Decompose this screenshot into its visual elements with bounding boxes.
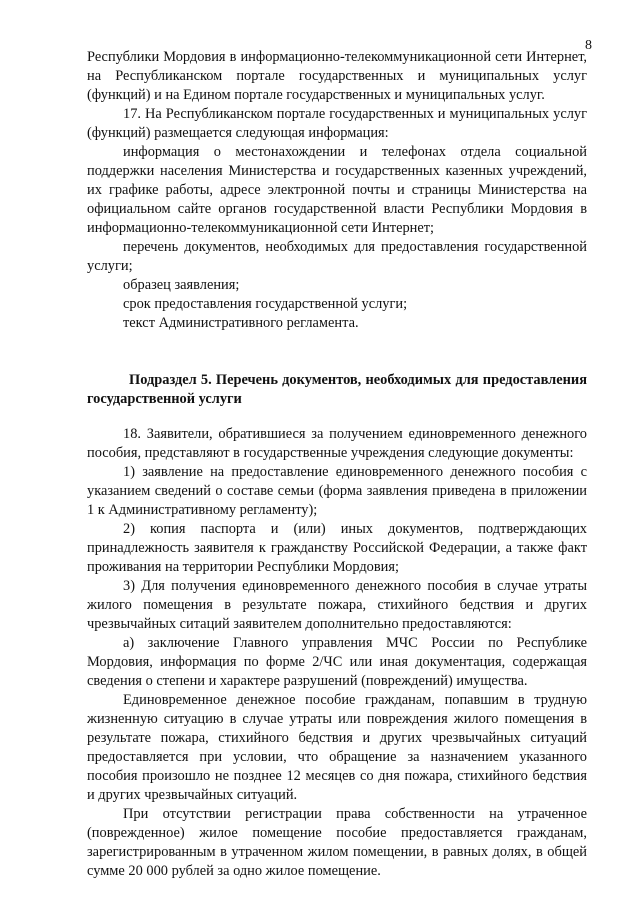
paragraph: 2) копия паспорта и (или) иных документов, подтверждающих принадлежность заявителя к гражданству Российской Федерации, а также факт проживания на территории Республики Мордовия; <box>87 521 587 575</box>
paragraph: перечень документов, необходимых для предоставления государственной услуги; <box>87 239 587 274</box>
paragraph: текст Административного регламента. <box>123 315 359 331</box>
paragraph: а) заключение Главного управления МЧС России по Республике Мордовия, информация по форме 2/ЧС или иная документация, содержащая сведения о степени и характере разрушений (повреждений) имущества. <box>87 635 587 689</box>
paragraph: 18. Заявители, обратившиеся за получением единовременного денежного пособия, представляют в государственные учреждения следующие документы: <box>87 426 587 461</box>
document-body <box>87 48 587 881</box>
page-number: 8 <box>585 38 592 53</box>
top-section <box>87 48 587 333</box>
paragraph: информация о местонахождении и телефонах отдела социальной поддержки населения Министерства и государственных казенных учреждений, их графике работы, адресе электронной почты и страницы Министерства на официальном сайте органов государственной власти Республики Мордовия в информационно-телекоммуникационной сети Интернет; <box>87 144 587 236</box>
heading-gap <box>87 409 587 425</box>
paragraph: Республики Мордовия в информационно-телекоммуникационной сети Интернет, на Республиканском портале государственных и муниципальных услуг (функций) и на Едином портале государственных и муниципальных услуг. <box>87 49 587 103</box>
paragraph: 1) заявление на предоставление единовременного денежного пособия с указанием сведений о составе семьи (форма заявления приведена в приложении 1 к Административному регламенту); <box>87 464 587 518</box>
paragraph: Единовременное денежное пособие гражданам, попавшим в трудную жизненную ситуацию в случае утраты или повреждения жилого помещения в результате пожара, стихийного бедствия и других чрезвычайных ситуаций предоставляется при условии, что обращение за назначением указанного пособия произошло не позднее 12 месяцев со дня пожара, стихийного бедствия и других чрезвычайных ситуаций. <box>87 692 587 803</box>
bottom-section <box>87 425 587 881</box>
paragraph: 17. На Республиканском портале государственных и муниципальных услуг (функций) размещается следующая информация: <box>87 106 587 141</box>
subsection-heading: Подраздел 5. Перечень документов, необходимых для предоставления государственной услуги <box>87 372 587 407</box>
paragraph: срок предоставления государственной услуги; <box>123 296 408 312</box>
paragraph: образец заявления; <box>123 277 240 293</box>
paragraph: При отсутствии регистрации права собственности на утраченное (поврежденное) жилое помещение пособие предоставляется гражданам, зарегистрированным в утраченном жилом помещении, в равных долях, в общей сумме 20 000 рублей за одно жилое помещение. <box>87 806 587 879</box>
paragraph: 3) Для получения единовременного денежного пособия в случае утраты жилого помещения в результате пожара, стихийного бедствия и других чрезвычайных ситаций заявителем дополнительно предоставляются: <box>87 578 587 632</box>
section-gap <box>87 333 587 371</box>
